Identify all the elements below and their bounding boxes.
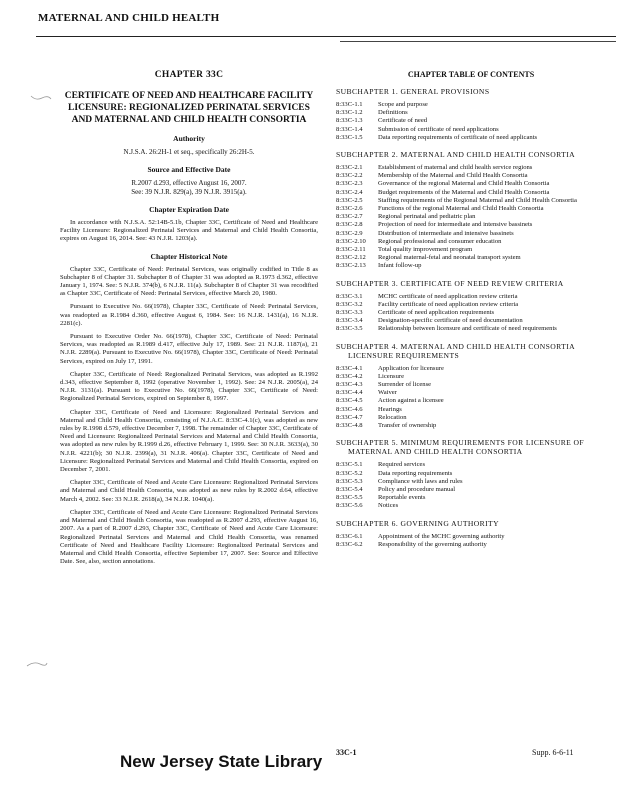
toc-section-title: Membership of the Maternal and Child Health Consortia: [378, 172, 528, 180]
toc-section-number: 8:33C-2.6: [336, 205, 363, 213]
toc-column: [336, 70, 606, 551]
toc-section-number: 8:33C-4.6: [336, 405, 363, 413]
toc-section-number: 8:33C-1.5: [336, 133, 363, 141]
toc-entry: [336, 422, 606, 430]
toc-list: [336, 87, 606, 549]
toc-entry: [336, 317, 606, 325]
toc-section-title: Regional professional and consumer education: [378, 237, 502, 245]
toc-section-title: Submission of certificate of need applications: [378, 125, 499, 133]
page-number: 33C-1: [336, 748, 357, 757]
toc-entry: [336, 180, 606, 188]
toc-section-title: Facility certificate of need application review criteria: [378, 300, 519, 308]
toc-section-number: 8:33C-4.3: [336, 381, 363, 389]
toc-section-number: 8:33C-4.7: [336, 413, 363, 421]
toc-section-title: Responsibility of the governing authority: [378, 540, 487, 548]
chapter-number: CHAPTER 33C: [154, 70, 224, 80]
authority-text: N.J.S.A. 26:2H-1 et seq., specifically 26:2H-5.: [123, 148, 255, 156]
toc-section-title: Reportable events: [378, 494, 426, 502]
toc-section-title: Surrender of license: [378, 381, 432, 389]
toc-heading: CHAPTER TABLE OF CONTENTS: [407, 70, 535, 79]
historical-paragraph: Chapter 33C, Certificate of Need: Regionalized Perinatal Services, was adopted as R.1992 d.343, effective September 8, 1992 (operative November 1, 1992). See: 24 N.J.R. 2005(a), 24 N.J.R. 3131(a). Pursuant to Executive No. 66(1978), Chapter 33C, Certificate of Need: Regionalized Perinatal Services, expired on September 8, 1997.: [60, 370, 318, 403]
toc-entry: [336, 373, 606, 381]
toc-entry: [336, 238, 606, 246]
toc-section-number: 8:33C-2.10: [336, 237, 366, 245]
toc-section-title: Certificate of need: [378, 117, 428, 125]
toc-section-number: 8:33C-6.2: [336, 540, 363, 548]
toc-section-number: 8:33C-2.11: [336, 246, 366, 254]
left-column: [60, 70, 318, 571]
toc-entry: [336, 414, 606, 422]
toc-section-number: 8:33C-4.1: [336, 364, 363, 372]
toc-subchapter-heading: SUBCHAPTER 5. MINIMUM REQUIREMENTS FOR LICENSURE OF MATERNAL AND CHILD HEALTH CONSORTIA: [336, 438, 585, 457]
toc-entry: [336, 254, 606, 262]
toc-section-title: Waiver: [378, 389, 397, 397]
toc-section-number: 8:33C-3.5: [336, 325, 363, 333]
running-head: MATERNAL AND CHILD HEALTH: [38, 12, 220, 24]
toc-section-number: 8:33C-2.7: [336, 213, 363, 221]
toc-section-title: Designation-specific certificate of need documentation: [378, 317, 523, 325]
toc-entry: [336, 301, 606, 309]
toc-section-number: 8:33C-2.4: [336, 188, 363, 196]
toc-entry: [336, 126, 606, 134]
toc-section-number: 8:33C-5.1: [336, 461, 363, 469]
toc-section-number: 8:33C-4.5: [336, 397, 363, 405]
toc-entry: [336, 246, 606, 254]
toc-section-title: Relationship between licensure and certificate of need requirements: [378, 325, 557, 333]
toc-section-title: Total quality improvement program: [378, 246, 473, 254]
toc-section-title: Data reporting requirements of certificate of need applicants: [378, 133, 538, 141]
toc-section-title: Compliance with laws and rules: [378, 477, 463, 485]
toc-entry: [336, 221, 606, 229]
toc-entry: [336, 213, 606, 221]
toc-entry: [336, 205, 606, 213]
toc-section-number: 8:33C-1.1: [336, 101, 363, 108]
toc-entry: [336, 494, 606, 502]
toc-section-title: Licensure: [378, 372, 404, 380]
toc-section-title: Hearings: [378, 405, 402, 413]
toc-section-number: 8:33C-4.4: [336, 389, 363, 397]
source-line: R.2007 d.293, effective August 16, 2007.: [131, 179, 247, 187]
toc-section-number: 8:33C-3.3: [336, 309, 363, 317]
toc-entry: [336, 325, 606, 333]
toc-entry: [336, 309, 606, 317]
toc-section-number: 8:33C-2.2: [336, 172, 363, 180]
toc-section-number: 8:33C-2.13: [336, 262, 366, 270]
historical-paragraph: Chapter 33C, Certificate of Need and Licensure: Regionalized Perinatal Services and Maternal and Child Health Consortia, consisting of N.J.A.C. 8:33C-4.1(c), was adopted as new rules by R.1998 d.579, effective December 7, 1998. The remainder of Chapter 33C, Certificate of Need and Licensure: Regionalized Perinatal Services and Maternal and Child Health Consortia, was adopted as new rules by R.1999 d.26, effective February 1, 1999. See: 30 N.J.R. 3633(a), 30 N.J.R. 4221(b); 30 N.J.R. 2399(a), 31 N.J.R. 406(a). Chapter 33C, Certificate of Need and Licensure: Regionalized Perinatal Services and Maternal and Child Health Consortia, expired on December 7, 2001.: [60, 408, 318, 474]
toc-entry: [336, 164, 606, 172]
toc-entry: [336, 381, 606, 389]
toc-entry: [336, 389, 606, 397]
toc-entry: [336, 486, 606, 494]
header-rule: [36, 36, 616, 37]
toc-section-number: 8:33C-5.5: [336, 494, 363, 502]
historical-paragraph: Chapter 33C, Certificate of Need and Acute Care Licensure: Regionalized Perinatal Services and Maternal and Child Health Consortia, was adopted as new rules by R.2002 d.64, effective March 4, 2002. See: 33 N.J.R. 2618(a), 34 N.J.R. 1040(a).: [60, 479, 318, 503]
library-name: New Jersey State Library: [120, 752, 323, 771]
margin-mark: [30, 94, 52, 102]
toc-subchapter-heading: SUBCHAPTER 4. MATERNAL AND CHILD HEALTH CONSORTIA LICENSURE REQUIREMENTS: [336, 341, 575, 360]
toc-section-number: 8:33C-5.2: [336, 469, 363, 477]
toc-section-number: 8:33C-5.6: [336, 502, 363, 510]
toc-section-title: Infant follow-up: [378, 262, 422, 270]
historical-paragraph: Chapter 33C, Certificate of Need and Acute Care Licensure: Regionalized Perinatal Services and Maternal and Child Health Consortia, was readopted as R.2007 d.293, effective August 16, 2007. As a part of R.2007 d.293, Chapter 33C, Certificate of Need and Acute Care Licensure: Regionalized Perinatal Services and Maternal and Child Health Consortia, was renamed Certificate of Need and Healthcare Facility Licensure: Regionalized Perinatal Services and Maternal and Child Health Consortia, effective September 17, 2007. See: Source and Effective Date. See, also, section annotations.: [60, 508, 318, 566]
toc-section-number: 8:33C-2.12: [336, 254, 366, 262]
toc-section-number: 8:33C-4.2: [336, 372, 363, 380]
toc-section-number: 8:33C-5.3: [336, 477, 363, 485]
toc-section-title: Projection of need for intermediate and intensive bassinets: [378, 221, 533, 229]
expiration-text: In accordance with N.J.S.A. 52:14B-5.1b, Chapter 33C, Certificate of Need and Healthcare Facility Licensure: Regionalized Perinatal Services and Maternal and Child Health Consortia, expires on August 16, 2014. See: 43 N.J.R. 1203(a).: [60, 219, 318, 243]
toc-section-number: 8:33C-2.1: [336, 164, 363, 172]
toc-section-title: Action against a licensee: [378, 397, 444, 405]
toc-entry: [336, 470, 606, 478]
historical-paragraph: Pursuant to Executive No. 66(1978), Chapter 33C, Certificate of Need: Perinatal Services, was readopted as R.1984 d.360, effective August 6, 1984. See: 16 N.J.R. 1431(a), 16 N.J.R. 2281(c).: [60, 303, 318, 327]
toc-section-number: 8:33C-2.5: [336, 196, 363, 204]
toc-entry: [336, 117, 606, 125]
toc-entry: [336, 262, 606, 270]
toc-entry: [336, 109, 606, 117]
toc-section-number: 8:33C-4.8: [336, 422, 363, 430]
toc-entry: [336, 502, 606, 510]
toc-section-number: 8:33C-1.2: [336, 109, 363, 117]
toc-entry: [336, 365, 606, 373]
toc-section-title: Staffing requirements of the Regional Maternal and Child Health Consortia: [378, 196, 577, 204]
toc-section-title: Notices: [378, 502, 399, 510]
toc-entry: [336, 197, 606, 205]
toc-section-title: Scope and purpose: [378, 101, 428, 108]
toc-entry: [336, 134, 606, 142]
toc-section-number: 8:33C-5.4: [336, 485, 363, 493]
toc-section-title: Regional perinatal and pediatric plan: [378, 213, 476, 221]
toc-entry: [336, 230, 606, 238]
toc-section-title: Establishment of maternal and child health service regions: [378, 164, 533, 172]
margin-mark: [26, 660, 48, 668]
toc-entry: [336, 189, 606, 197]
toc-section-title: Transfer of ownership: [378, 422, 437, 430]
toc-subchapter-heading: SUBCHAPTER 2. MATERNAL AND CHILD HEALTH CONSORTIA: [336, 150, 576, 160]
toc-entry: [336, 533, 606, 541]
chapter-title: CERTIFICATE OF NEED AND HEALTHCARE FACILITY LICENSURE: REGIONALIZED PERINATAL SERVICES AND MATERNAL AND CHILD HEALTH CONSORTIA: [64, 91, 314, 125]
toc-section-number: 8:33C-1.4: [336, 125, 363, 133]
toc-entry: [336, 101, 606, 109]
source-heading: Source and Effective Date: [147, 165, 231, 174]
toc-subchapter-heading: SUBCHAPTER 3. CERTIFICATE OF NEED REVIEW CRITERIA: [336, 278, 564, 288]
toc-section-title: Functions of the regional Maternal and Child Health Consortia: [378, 205, 544, 213]
toc-section-title: Policy and procedure manual: [378, 485, 456, 493]
toc-section-number: 8:33C-1.3: [336, 117, 363, 125]
toc-section-number: 8:33C-2.8: [336, 221, 363, 229]
historical-heading: Chapter Historical Note: [150, 251, 228, 261]
toc-section-title: Regional maternal-fetal and neonatal transport system: [378, 254, 521, 262]
toc-entry: [336, 541, 606, 549]
toc-section-title: Budget requirements of the Maternal and Child Health Consortia: [378, 188, 550, 196]
toc-section-number: 8:33C-2.3: [336, 180, 363, 188]
header-rule-secondary: [340, 41, 616, 42]
toc-entry: [336, 293, 606, 301]
toc-section-number: 8:33C-3.2: [336, 300, 363, 308]
toc-subchapter-heading: SUBCHAPTER 1. GENERAL PROVISIONS: [336, 87, 490, 96]
historical-paragraph: Pursuant to Executive Order No. 66(1978), Chapter 33C, Certificate of Need: Perinatal Services, was readopted as R.1989 d.417, effective July 17, 1989. See: 21 N.J.R. 1187(a), 21 N.J.R. 2289(a). Pursuant to Executive No. 66(1978), Chapter 33C, Certificate of Need: Perinatal Services, expired on July 17, 1991.: [60, 333, 318, 365]
source-line: See: 39 N.J.R. 829(a), 39 N.J.R. 3915(a).: [131, 188, 247, 196]
toc-entry: [336, 461, 606, 469]
toc-section-title: Governance of the regional Maternal and Child Health Consortia: [378, 180, 550, 188]
toc-entry: [336, 406, 606, 414]
toc-section-title: MCHC certificate of need application review criteria: [378, 292, 518, 300]
toc-section-title: Application for licensure: [378, 364, 444, 372]
historical-paragraph: Chapter 33C, Certificate of Need: Perinatal Services, was originally codified in Title 8 as Subchapter 8 of Chapter 31. Subchapter 8 of Chapter 31 was adopted as R.1973 d.362, effective January 1, 1974. See: 5 N.J.R. 374(b), 6 N.J.R. 11(a). Subchapter 8 of Chapter 31 was recodified as Chapter 33C, Certificate of Need: Perinatal Services, effective March 20, 1980.: [60, 265, 318, 298]
toc-subchapter-heading: SUBCHAPTER 6. GOVERNING AUTHORITY: [336, 518, 499, 528]
toc-section-number: 8:33C-2.9: [336, 229, 363, 237]
toc-section-title: Appointment of the MCHC governing authority: [378, 532, 505, 540]
toc-section-number: 8:33C-3.1: [336, 292, 363, 300]
toc-section-title: Distribution of intermediate and intensive bassinets: [378, 229, 514, 237]
toc-section-title: Data reporting requirements: [378, 469, 453, 477]
toc-section-number: 8:33C-6.1: [336, 532, 363, 540]
toc-entry: [336, 478, 606, 486]
toc-section-title: Required services: [378, 461, 426, 469]
toc-section-number: 8:33C-3.4: [336, 317, 363, 325]
supplement-date: Supp. 6-6-11: [532, 748, 574, 757]
toc-entry: [336, 397, 606, 405]
expiration-heading: Chapter Expiration Date: [149, 205, 229, 214]
toc-section-title: Definitions: [378, 109, 408, 117]
toc-entry: [336, 172, 606, 180]
authority-heading: Authority: [173, 134, 205, 143]
toc-section-title: Certificate of need application requirements: [378, 309, 495, 317]
toc-section-title: Relocation: [378, 413, 407, 421]
